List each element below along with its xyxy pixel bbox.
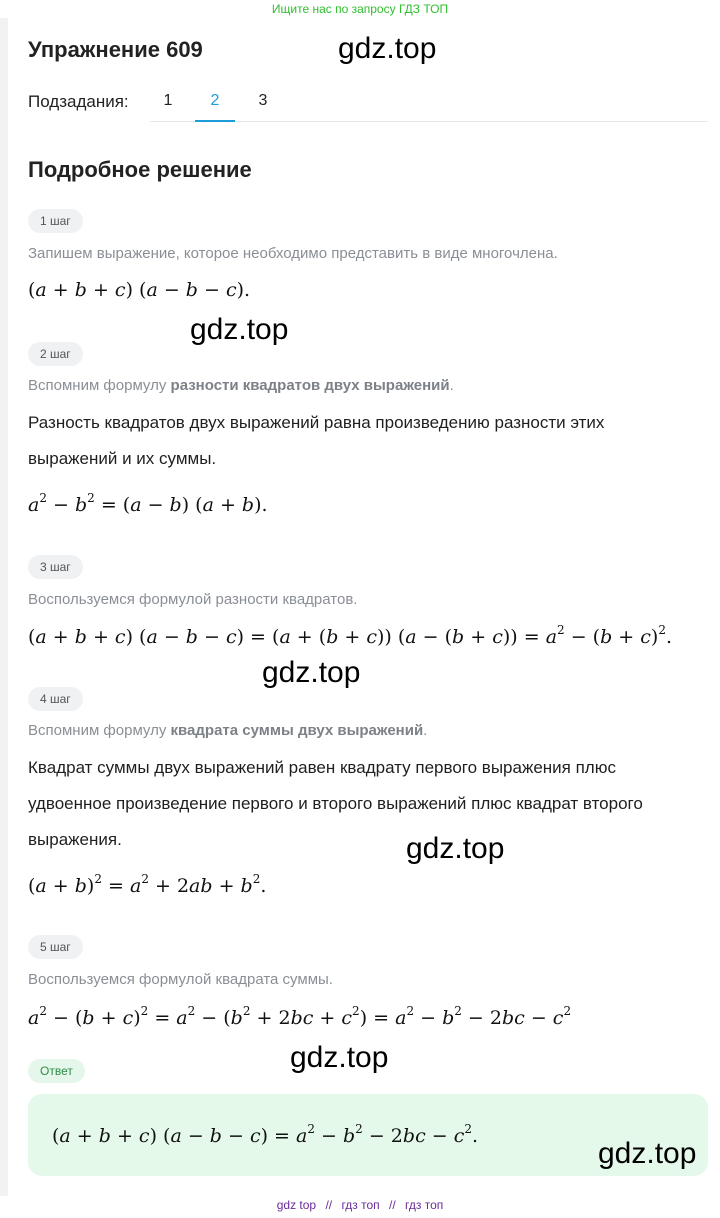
step-hint: Воспользуемся формулой разности квадратов.: [28, 591, 358, 608]
subtasks-label: Подзадания:: [28, 92, 129, 111]
step-badge: 2 шаг: [28, 342, 83, 366]
footer-link[interactable]: гдз топ: [341, 1198, 380, 1212]
left-rail: [0, 18, 8, 1196]
answer-badge: Ответ: [28, 1059, 85, 1083]
watermark: gdz.top: [406, 832, 505, 865]
step-text: Квадрат суммы двух выражений равен квадрату первого выражения плюс удвоенное произведение первого и второго выражений плюс квадрат второго выражения.: [28, 758, 643, 849]
footer-separator: //: [325, 1198, 333, 1212]
answer-expression: (a + b + c) $(a - b - c) = a^2 - b^2 - 2bc - c^2$.: [52, 1122, 479, 1147]
subtask-tab-1[interactable]: 1: [163, 92, 173, 109]
footer-separator: //: [389, 1198, 396, 1212]
subtask-tab-2[interactable]: 2: [195, 90, 235, 122]
subtask-tab-3[interactable]: 3: [258, 92, 268, 109]
step-badge: 3 шаг: [28, 555, 83, 579]
watermark: gdz.top: [598, 1137, 697, 1170]
math-expression: (a + b + c) (a − b − c).: [28, 279, 251, 301]
step-badge: 5 шаг: [28, 935, 83, 959]
step-hint: Вспомним формулу квадрата суммы двух выражений.: [28, 722, 428, 739]
math-formula: $(a + b)^2 = a^2 + 2ab + b^2$.: [28, 872, 267, 897]
footer-link[interactable]: гдз топ: [405, 1198, 444, 1212]
step-hint: Запишем выражение, которое необходимо представить в виде многочлена.: [28, 245, 558, 262]
top-banner[interactable]: Ищите нас по запросу ГДЗ ТОП: [271, 2, 449, 16]
footer-links: [0, 1198, 720, 1212]
watermark: gdz.top: [262, 656, 361, 689]
step-badge: 1 шаг: [28, 209, 83, 233]
hint-highlight: квадрата суммы двух выражений: [170, 722, 424, 739]
watermark: gdz.top: [190, 313, 289, 346]
footer-link[interactable]: gdz top: [276, 1198, 317, 1212]
math-formula: $a^2 - b^2 = (a - b) (a + b)$.: [28, 491, 268, 516]
subtasks-nav: [28, 90, 708, 122]
step-text: Разность квадратов двух выражений равна произведению разности этих выражений и их суммы.: [28, 413, 605, 468]
watermark: gdz.top: [290, 1041, 389, 1074]
hint-highlight: разности квадратов двух выражений: [170, 377, 450, 394]
step-badge: 4 шаг: [28, 687, 83, 711]
step-hint: Вспомним формулу разности квадратов двух выражений.: [28, 377, 454, 394]
math-expression: $a^2 - (b + c)^2 = a^2 - (b^2 + 2bc + c^2) = a^2 - b^2 - 2bc - c^2$: [28, 1004, 572, 1029]
watermark: gdz.top: [338, 32, 437, 65]
page-title: Упражнение 609: [28, 37, 203, 62]
section-title: Подробное решение: [28, 157, 252, 182]
math-expression: (a + b + c) (a − b − c) = (a + (b + c)) $(a - (b + c)) = a^2 - (b + c)^2$.: [28, 623, 673, 648]
step-hint: Воспользуемся формулой квадрата суммы.: [28, 971, 333, 988]
